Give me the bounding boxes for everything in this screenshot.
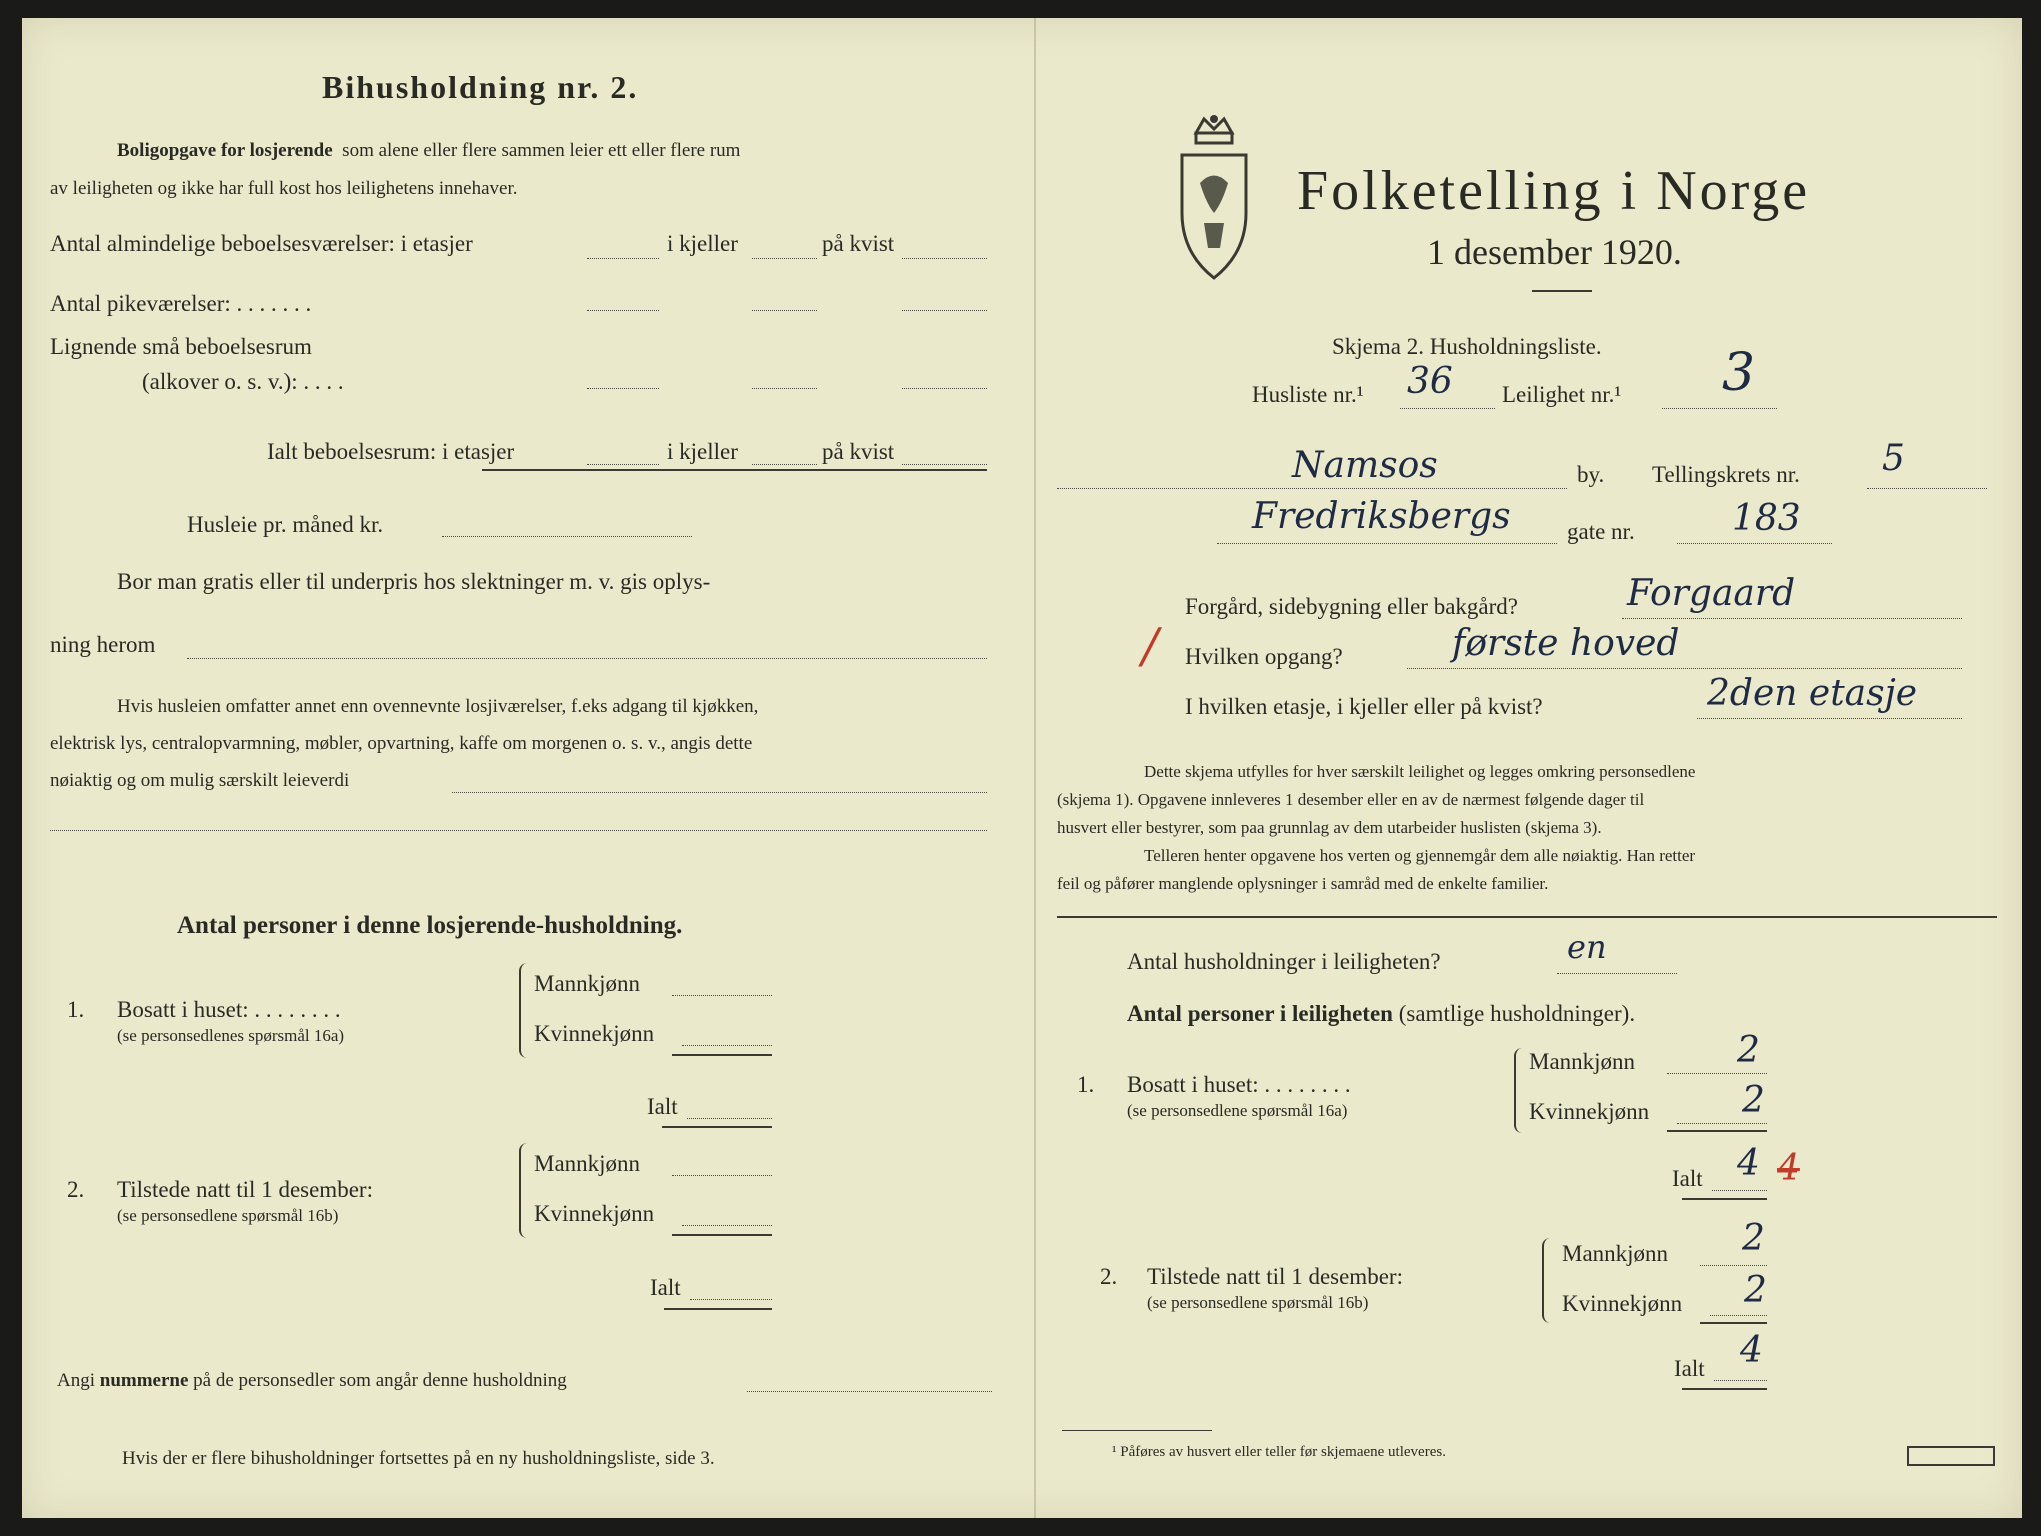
left-q1-num: 1. xyxy=(67,997,85,1022)
right-q1-sum-line xyxy=(1667,1130,1767,1132)
right-q2-ialt-label: Ialt xyxy=(1674,1356,1705,1381)
rent-note-3: nøiaktig og om mulig særskilt leieverdi xyxy=(50,770,350,791)
left-q2-mann-field[interactable] xyxy=(672,1175,772,1176)
right-q2-ialt-underline xyxy=(1682,1388,1767,1390)
left-q2-ialt-underline xyxy=(664,1308,772,1310)
total-rooms-etasjer-field[interactable] xyxy=(587,464,659,465)
left-intro: Boligopgave for losjerende som alene eller flere sammen leier ett eller flere rum xyxy=(117,140,741,161)
numbers-label: Angi nummerne på de personsedler som angår denne husholdning xyxy=(57,1370,567,1391)
left-persons-heading: Antal personer i denne losjerende-husholdning. xyxy=(177,912,683,939)
right-q1-kvinne-field xyxy=(1677,1123,1767,1124)
footnote-rule xyxy=(1062,1430,1212,1431)
right-q1-sub: (se personsedlene spørsmål 16a) xyxy=(1127,1101,1348,1120)
printer-stamp xyxy=(1907,1446,1995,1466)
left-q1-ialt-underline xyxy=(662,1126,772,1128)
husliste-value[interactable]: 36 xyxy=(1407,361,1453,402)
small-rooms-kjeller-field[interactable] xyxy=(752,388,817,389)
forgaard-field xyxy=(1622,618,1962,619)
right-q1-kvinne-value[interactable]: 2 xyxy=(1742,1080,1765,1121)
right-q2-kvinne-value[interactable]: 2 xyxy=(1744,1270,1767,1311)
left-intro-line2: av leiligheten og ikke har full kost hos leilighetens innehaver. xyxy=(50,178,518,199)
right-q1-label: Bosatt i huset: . . . . . . . . xyxy=(1127,1072,1351,1097)
rent-note-2: elektrisk lys, centralopvarmning, møbler, opvartning, kaffe om morgenen o. s. v., angis dette xyxy=(50,733,753,754)
right-q2-ialt-value[interactable]: 4 xyxy=(1740,1330,1763,1371)
left-q1-sum-line xyxy=(672,1054,772,1056)
rent-note-field[interactable] xyxy=(452,792,987,793)
gate-field xyxy=(1217,543,1557,544)
opgang-label: Hvilken opgang? xyxy=(1185,644,1343,669)
left-q1-mann-label: Mannkjønn xyxy=(534,971,641,996)
small-rooms-kvist-field[interactable] xyxy=(902,388,987,389)
left-q2-num: 2. xyxy=(67,1177,85,1202)
instructions-2: (skjema 1). Opgavene innleveres 1 desember eller en av de nærmest følgende dager til xyxy=(1057,790,1645,809)
opgang-value[interactable]: første hoved xyxy=(1452,623,1680,664)
right-q1-ialt-underline xyxy=(1682,1198,1767,1200)
rooms-kvist-field[interactable] xyxy=(902,258,987,259)
free-label: Bor man gratis eller til underpris hos slektninger m. v. gis oplys- xyxy=(117,569,711,594)
small-rooms-etasjer-field[interactable] xyxy=(587,388,659,389)
total-kvist-label: på kvist xyxy=(822,439,895,464)
rent-field[interactable] xyxy=(442,536,692,537)
left-q1-ialt-field[interactable] xyxy=(687,1118,772,1119)
left-q2-mann-label: Mannkjønn xyxy=(534,1151,641,1176)
right-persons-heading: Antal personer i leiligheten (samtlige husholdninger). xyxy=(1127,1001,1636,1026)
instructions-divider xyxy=(1057,916,1997,918)
left-q1-kvinne-field[interactable] xyxy=(682,1045,772,1046)
krets-value[interactable]: 5 xyxy=(1882,438,1905,479)
small-rooms-label: Lignende små beboelsesrum xyxy=(50,334,312,359)
left-q2-ialt-field[interactable] xyxy=(690,1299,772,1300)
left-q1-label: Bosatt i huset: . . . . . . . . xyxy=(117,997,341,1022)
forgaard-value[interactable]: Forgaard xyxy=(1627,573,1796,614)
etasje-field xyxy=(1697,718,1962,719)
gate-label: gate nr. xyxy=(1567,519,1635,544)
right-q2-sub: (se personsedlene spørsmål 16b) xyxy=(1147,1293,1369,1312)
left-title: Bihusholdning nr. 2. xyxy=(322,69,639,105)
right-q2-num: 2. xyxy=(1100,1264,1118,1289)
instructions-3: husvert eller bestyrer, som paa grunnlag av dem utarbeider huslisten (skjema 3). xyxy=(1057,818,1602,837)
leilighet-field xyxy=(1662,408,1777,409)
instructions-5: feil og påfører manglende oplysninger i samråd med de enkelte familier. xyxy=(1057,874,1549,893)
census-form-sheet xyxy=(22,18,2022,1518)
left-q2-brace xyxy=(519,1143,531,1238)
husliste-label: Husliste nr.¹ xyxy=(1252,382,1364,407)
numbers-field[interactable] xyxy=(747,1391,992,1392)
total-rooms-label: Ialt beboelsesrum: i etasjer xyxy=(267,439,515,464)
right-q2-kvinne-label: Kvinnekjønn xyxy=(1562,1291,1683,1316)
maid-rooms-etasjer-field[interactable] xyxy=(587,310,659,311)
households-value[interactable]: en xyxy=(1567,928,1607,966)
left-q2-kvinne-field[interactable] xyxy=(682,1225,772,1226)
free-field[interactable] xyxy=(187,658,987,659)
etasje-label: I hvilken etasje, i kjeller eller på kvist? xyxy=(1185,694,1543,719)
gate-value[interactable]: Fredriksbergs xyxy=(1252,496,1511,537)
right-q1-ialt-value[interactable]: 4 xyxy=(1737,1143,1760,1184)
by-value[interactable]: Namsos xyxy=(1292,445,1438,486)
left-q2-sum-line xyxy=(672,1234,772,1236)
right-q2-mann-field xyxy=(1700,1265,1767,1266)
left-q1-ialt-label: Ialt xyxy=(647,1094,678,1119)
husliste-field xyxy=(1400,408,1495,409)
maid-rooms-kjeller-field[interactable] xyxy=(752,310,817,311)
free-label-2: ning herom xyxy=(50,632,156,657)
rooms-label: Antal almindelige beboelsesværelser: i etasjer xyxy=(50,231,473,256)
maid-rooms-label: Antal pikeværelser: . . . . . . . xyxy=(50,291,312,316)
left-q1-kvinne-label: Kvinnekjønn xyxy=(534,1021,655,1046)
right-q2-ialt-field xyxy=(1714,1380,1767,1381)
maid-rooms-kvist-field[interactable] xyxy=(902,310,987,311)
right-q1-num: 1. xyxy=(1077,1072,1095,1097)
left-q2-sub: (se personsedlene spørsmål 16b) xyxy=(117,1206,339,1225)
left-q2-label: Tilstede natt til 1 desember: xyxy=(117,1177,373,1202)
right-q1-mann-value[interactable]: 2 xyxy=(1737,1030,1760,1071)
schema-label: Skjema 2. Husholdningsliste. xyxy=(1332,334,1602,359)
rooms-etasjer-field[interactable] xyxy=(587,258,659,259)
left-footer: Hvis der er flere bihusholdninger fortsettes på en ny husholdningsliste, side 3. xyxy=(122,1448,715,1469)
rent-note-1: Hvis husleien omfatter annet enn ovennevnte losjiværelser, f.eks adgang til kjøkken, xyxy=(117,696,759,717)
right-q1-ialt-label: Ialt xyxy=(1672,1166,1703,1191)
right-q2-brace xyxy=(1542,1238,1554,1323)
leilighet-value[interactable]: 3 xyxy=(1722,343,1756,403)
by-field xyxy=(1057,488,1567,489)
right-date: 1 desember 1920. xyxy=(1427,232,1682,272)
page-fold xyxy=(1034,18,1036,1518)
right-title: Folketelling i Norge xyxy=(1297,160,1811,222)
left-q1-brace xyxy=(519,963,531,1058)
by-label: by. xyxy=(1577,462,1605,487)
gate-nr-value[interactable]: 183 xyxy=(1732,498,1801,539)
etasje-value[interactable]: 2den etasje xyxy=(1707,673,1918,714)
opgang-field xyxy=(1407,668,1962,669)
left-q1-mann-field[interactable] xyxy=(672,995,772,996)
norway-coat-of-arms-icon xyxy=(1174,113,1254,283)
alkover-label: (alkover o. s. v.): . . . . xyxy=(142,369,344,394)
rooms-kjeller-field[interactable] xyxy=(752,258,817,259)
households-field xyxy=(1557,973,1677,974)
forgaard-label: Forgård, sidebygning eller bakgård? xyxy=(1185,594,1518,619)
gate-nr-field xyxy=(1677,543,1832,544)
instructions-4: Telleren henter opgavene hos verten og gjennemgår dem alle nøiaktig. Han retter xyxy=(1144,846,1696,865)
right-q2-kvinne-field xyxy=(1710,1315,1767,1316)
right-q2-mann-value[interactable]: 2 xyxy=(1742,1218,1765,1259)
leilighet-label: Leilighet nr.¹ xyxy=(1502,382,1622,407)
total-kjeller-label: i kjeller xyxy=(667,439,738,464)
krets-label: Tellingskrets nr. xyxy=(1652,462,1800,487)
households-label: Antal husholdninger i leiligheten? xyxy=(1127,949,1441,974)
rent-note-field-2[interactable] xyxy=(50,830,987,831)
left-q2-kvinne-label: Kvinnekjønn xyxy=(534,1201,655,1226)
instructions-1: Dette skjema utfylles for hver særskilt leilighet og legges omkring personsedlene xyxy=(1144,762,1696,781)
right-q2-label: Tilstede natt til 1 desember: xyxy=(1147,1264,1403,1289)
left-q1-sub: (se personsedlenes spørsmål 16a) xyxy=(117,1026,345,1045)
total-rooms-kjeller-field[interactable] xyxy=(752,464,817,465)
red-margin-mark: / xyxy=(1142,618,1159,674)
right-q1-kvinne-label: Kvinnekjønn xyxy=(1529,1099,1650,1124)
rooms-kvist-label: på kvist xyxy=(822,231,895,256)
right-q2-sum-line xyxy=(1700,1322,1767,1324)
footnote: ¹ Påføres av husvert eller teller før skjemaene utleveres. xyxy=(1112,1444,1446,1460)
right-q1-ialt-field xyxy=(1712,1190,1767,1191)
krets-field xyxy=(1867,488,1987,489)
rent-label: Husleie pr. måned kr. xyxy=(187,512,384,537)
right-q1-ialt-struck-value: 4 xyxy=(1777,1148,1800,1189)
left-q2-ialt-label: Ialt xyxy=(650,1275,681,1300)
right-q1-brace xyxy=(1514,1048,1526,1133)
right-q1-mann-field xyxy=(1667,1073,1767,1074)
right-q1-mann-label: Mannkjønn xyxy=(1529,1049,1636,1074)
total-rooms-kvist-field[interactable] xyxy=(902,464,987,465)
total-rooms-underline xyxy=(482,469,987,471)
date-divider xyxy=(1532,290,1592,292)
right-q2-mann-label: Mannkjønn xyxy=(1562,1241,1669,1266)
rooms-kjeller-label: i kjeller xyxy=(667,231,738,256)
